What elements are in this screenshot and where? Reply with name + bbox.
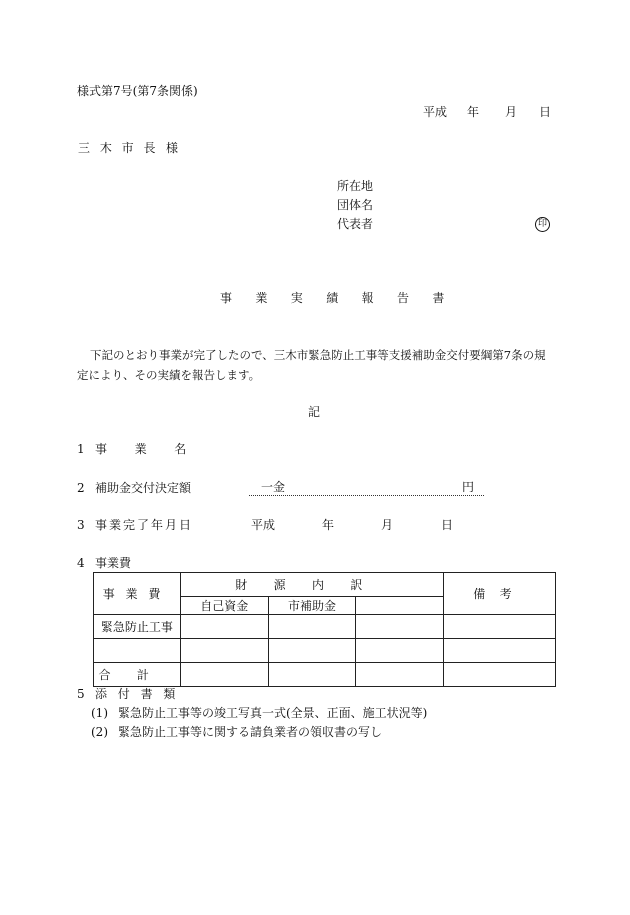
seal-icon: 印 xyxy=(535,217,550,232)
amount-field xyxy=(249,481,484,496)
cell xyxy=(444,639,556,663)
cell xyxy=(444,615,556,639)
cell xyxy=(180,663,268,687)
cell xyxy=(180,639,268,663)
table-row xyxy=(94,663,556,687)
attachments-number: 5 xyxy=(77,687,85,701)
item1-number: 1 xyxy=(77,442,85,456)
header-source: 財源内訳 xyxy=(180,573,443,597)
amount-suffix: 円 xyxy=(461,480,474,494)
attachment-1-text: 緊急防止工事等の竣工写真一式(全景、正面、施工状況等) xyxy=(118,706,428,720)
document-title: 事業実績報告書 xyxy=(220,291,468,305)
body-line-2: 定により、その実績を報告します。 xyxy=(77,368,261,382)
rep-label: 代表者 xyxy=(337,217,374,231)
date-day: 日 xyxy=(539,105,552,119)
cell xyxy=(268,663,356,687)
date-era: 平成 xyxy=(423,105,448,119)
subheader-own-funds: 自己資金 xyxy=(180,597,268,615)
cell xyxy=(356,663,444,687)
amount-prefix: 一金 xyxy=(261,480,286,494)
attachment-2-number: (2) xyxy=(91,725,108,739)
completion-era: 平成 xyxy=(251,518,276,532)
date-month: 月 xyxy=(505,105,518,119)
header-cost: 事業費 xyxy=(94,573,181,615)
cell xyxy=(356,639,444,663)
item3-number: 3 xyxy=(77,518,85,532)
addressee-name: 三 木 市 長 xyxy=(78,141,159,155)
subheader-empty xyxy=(356,597,444,615)
form-number: 様式第7号(第7条関係) xyxy=(77,84,198,98)
cell xyxy=(444,663,556,687)
address-label: 所在地 xyxy=(337,179,374,193)
date-year: 年 xyxy=(467,105,480,119)
attachment-2-text: 緊急防止工事等に関する請負業者の領収書の写し xyxy=(118,725,383,739)
attachment-1-number: (1) xyxy=(91,706,108,720)
item2-label: 補助金交付決定額 xyxy=(95,481,192,495)
item4-label: 事業費 xyxy=(95,556,132,570)
seal-mark xyxy=(535,216,550,232)
completion-year: 年 xyxy=(322,518,335,532)
cell xyxy=(94,639,181,663)
body-line-1: 下記のとおり事業が完了したので、三木市緊急防止工事等支援補助金交付要綱第7条の規 xyxy=(90,348,546,362)
header-note: 備考 xyxy=(444,573,556,615)
cell xyxy=(268,615,356,639)
subheader-city-subsidy: 市補助金 xyxy=(268,597,356,615)
row-emergency-work: 緊急防止工事 xyxy=(94,615,181,639)
cell xyxy=(268,639,356,663)
item4-number: 4 xyxy=(77,556,85,570)
table-row xyxy=(94,615,556,639)
item3-label: 事業完了年月日 xyxy=(95,518,194,532)
row-total: 合計 xyxy=(94,663,181,687)
item2-number: 2 xyxy=(77,481,85,495)
completion-month: 月 xyxy=(381,518,394,532)
cell xyxy=(356,615,444,639)
org-label: 団体名 xyxy=(337,198,374,212)
completion-day: 日 xyxy=(441,518,454,532)
table-row xyxy=(94,639,556,663)
ki-heading: 記 xyxy=(308,405,321,419)
cost-table xyxy=(93,572,556,687)
cell xyxy=(180,615,268,639)
item1-label: 事業名 xyxy=(95,442,214,456)
attachments-label: 添付書類 xyxy=(95,687,187,701)
addressee-honorific: 様 xyxy=(166,141,179,155)
